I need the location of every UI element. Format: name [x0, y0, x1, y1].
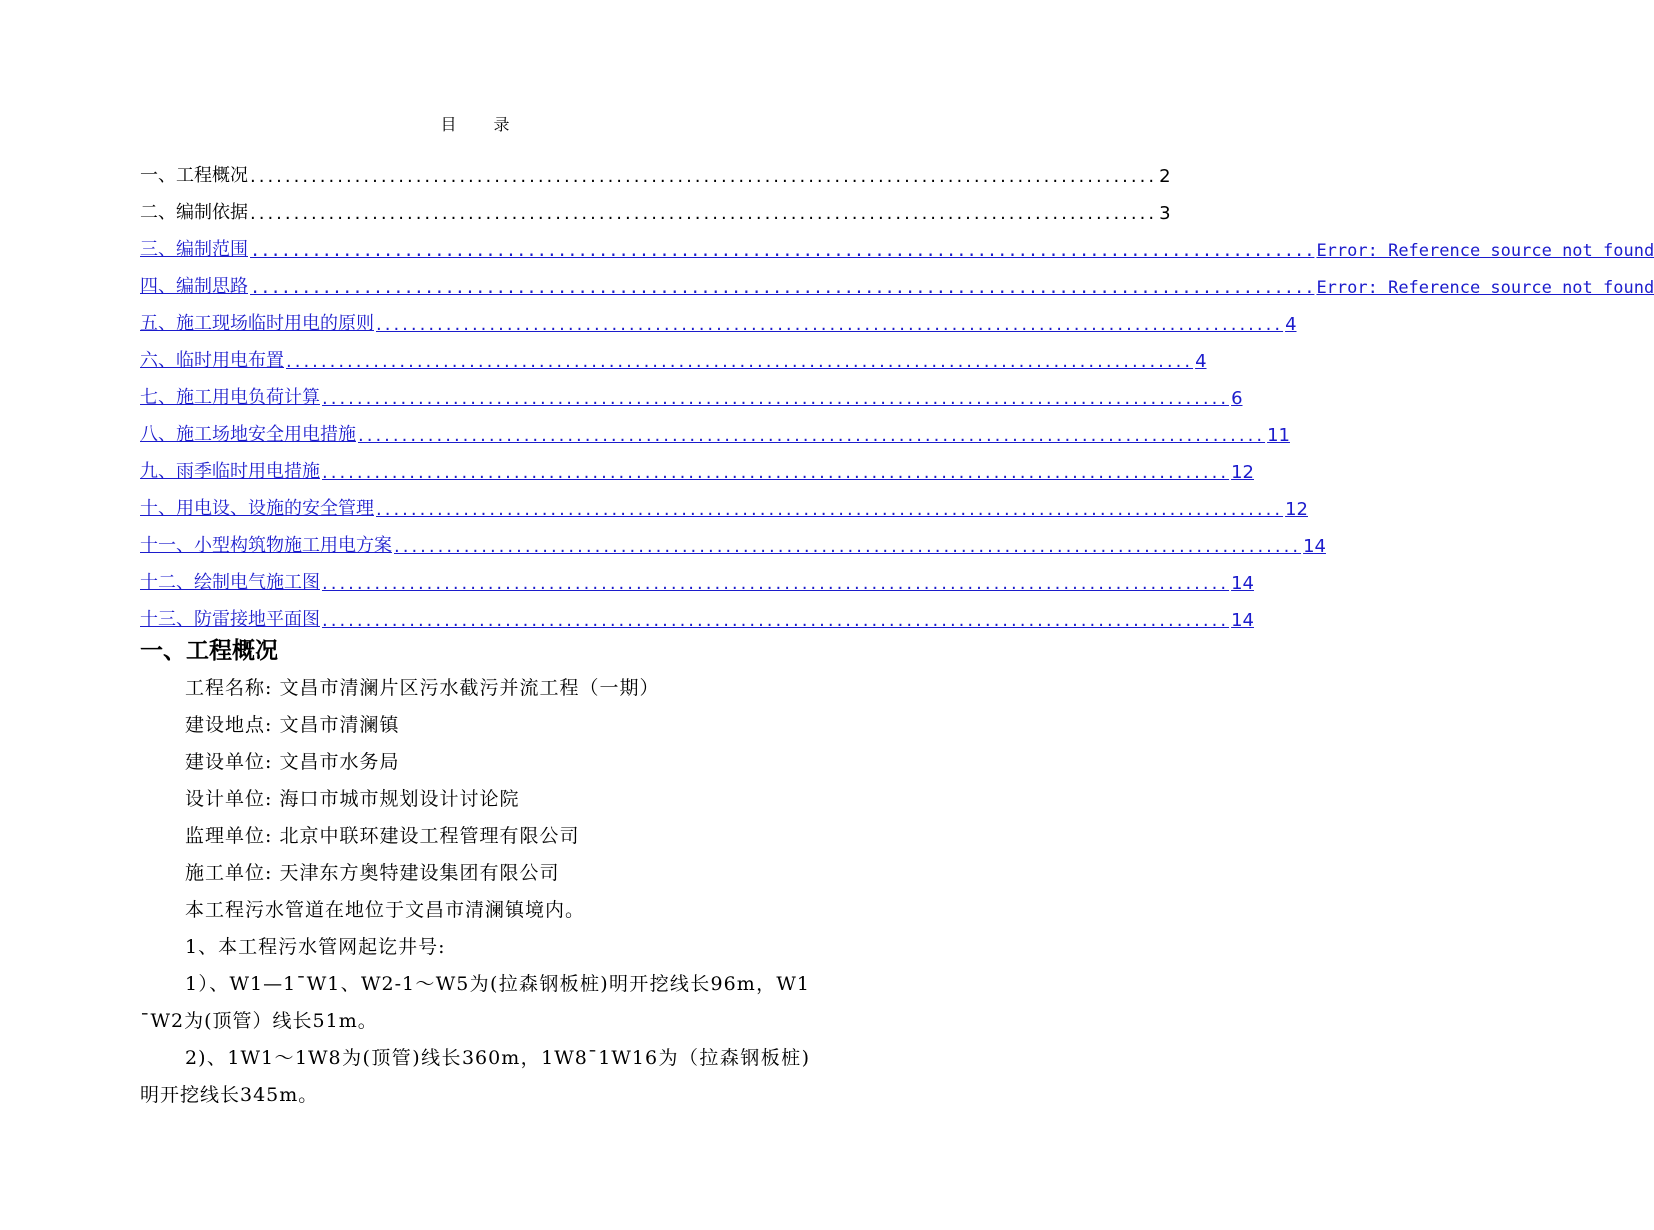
toc-entry-label: 十、用电设、设施的安全管理	[140, 498, 374, 519]
project-location: 建设地点: 文昌市清澜镇	[185, 714, 400, 736]
project-name: 工程名称: 文昌市清澜片区污水截污并流工程（一期）	[185, 677, 660, 699]
project-contractor: 施工单位: 天津东方奥特建设集团有限公司	[185, 862, 560, 884]
item-paragraph: 1）、W1—1¯W1、W2-1～W5为(拉森钢板桩)明开挖线长96m，W1¯W2为(顶管）线长51m。	[140, 973, 810, 1032]
toc-entry-page: Error: Reference source not found	[1316, 241, 1654, 261]
item-paragraph: 2)、1W1～1W8为(顶管)线长360m，1W8¯1W16为（拉森钢板桩)明开挖线长345m。	[140, 1047, 810, 1106]
toc-entry-page: Error: Reference source not found	[1316, 278, 1654, 298]
project-owner: 建设单位: 文昌市水务局	[185, 751, 400, 773]
toc-entry-page: 2	[1159, 166, 1171, 187]
toc-entry-label: 十三、防雷接地平面图	[140, 609, 320, 630]
toc-entry-page: 3	[1159, 203, 1171, 224]
toc-title: 目 录	[440, 115, 526, 134]
toc-entry-label: 三、编制范围	[140, 239, 248, 260]
toc-entry[interactable]	[140, 187, 1171, 224]
toc-entry-link[interactable]	[140, 557, 1254, 594]
toc-leader: ........................................................................................................	[376, 499, 1284, 520]
toc-entry-page: 4	[1195, 351, 1207, 372]
toc-entry-label: 七、施工用电负荷计算	[140, 387, 320, 408]
toc-entry-link[interactable]	[140, 298, 1297, 335]
toc-entry-link[interactable]	[140, 224, 1654, 261]
toc-leader: ........................................................................................................	[322, 573, 1230, 594]
toc-leader: ........................................................................................................	[376, 314, 1284, 335]
toc-entry-page: 11	[1267, 425, 1290, 446]
toc-entry-page: 12	[1231, 462, 1254, 483]
toc-entry-link[interactable]	[140, 446, 1254, 483]
toc-leader: ........................................................................................................	[250, 241, 1315, 261]
section-heading: 一、工程概况	[140, 638, 278, 664]
toc-entry-label: 八、施工场地安全用电措施	[140, 424, 356, 445]
toc-entry-page: 12	[1285, 499, 1308, 520]
table-of-contents	[140, 150, 1654, 631]
toc-entry[interactable]	[140, 150, 1171, 187]
toc-leader: ........................................................................................................	[358, 425, 1266, 446]
toc-entry-label: 九、雨季临时用电措施	[140, 461, 320, 482]
toc-entry-label: 四、编制思路	[140, 276, 248, 297]
toc-leader: ........................................................................................................	[322, 462, 1230, 483]
toc-entry-link[interactable]	[140, 483, 1308, 520]
section-body	[140, 670, 810, 1114]
toc-entry-label: 六、临时用电布置	[140, 350, 284, 371]
toc-entry-link[interactable]	[140, 372, 1243, 409]
intro-paragraph: 本工程污水管道在地位于文昌市清澜镇境内。	[185, 899, 586, 921]
toc-leader: ........................................................................................................	[322, 388, 1230, 409]
toc-entry-page: 14	[1231, 573, 1254, 594]
toc-entry-label: 五、施工现场临时用电的原则	[140, 313, 374, 334]
toc-entry-page: 14	[1303, 536, 1326, 557]
toc-leader: ........................................................................................................	[394, 536, 1302, 557]
toc-leader: ........................................................................................................	[250, 278, 1315, 298]
toc-leader: ........................................................................................................	[322, 610, 1230, 631]
project-supervisor: 监理单位: 北京中联环建设工程管理有限公司	[185, 825, 580, 847]
toc-entry-label: 十二、绘制电气施工图	[140, 572, 320, 593]
item-heading: 1、本工程污水管网起讫井号:	[185, 936, 446, 958]
toc-entry-link[interactable]	[140, 594, 1254, 631]
toc-entry-page: 6	[1231, 388, 1243, 409]
toc-entry-page: 14	[1231, 610, 1254, 631]
toc-leader: ........................................................................................................	[286, 351, 1194, 372]
toc-entry-link[interactable]	[140, 335, 1207, 372]
toc-entry-link[interactable]	[140, 409, 1290, 446]
toc-entry-link[interactable]	[140, 261, 1654, 298]
toc-entry-label: 二、编制依据	[140, 202, 248, 223]
project-designer: 设计单位: 海口市城市规划设计讨论院	[185, 788, 520, 810]
toc-entry-page: 4	[1285, 314, 1297, 335]
toc-entry-label: 十一、小型构筑物施工用电方案	[140, 535, 392, 556]
toc-leader: ........................................................................................................	[250, 203, 1158, 224]
toc-leader: ........................................................................................................	[250, 166, 1158, 187]
toc-entry-label: 一、工程概况	[140, 165, 248, 186]
toc-entry-link[interactable]	[140, 520, 1326, 557]
